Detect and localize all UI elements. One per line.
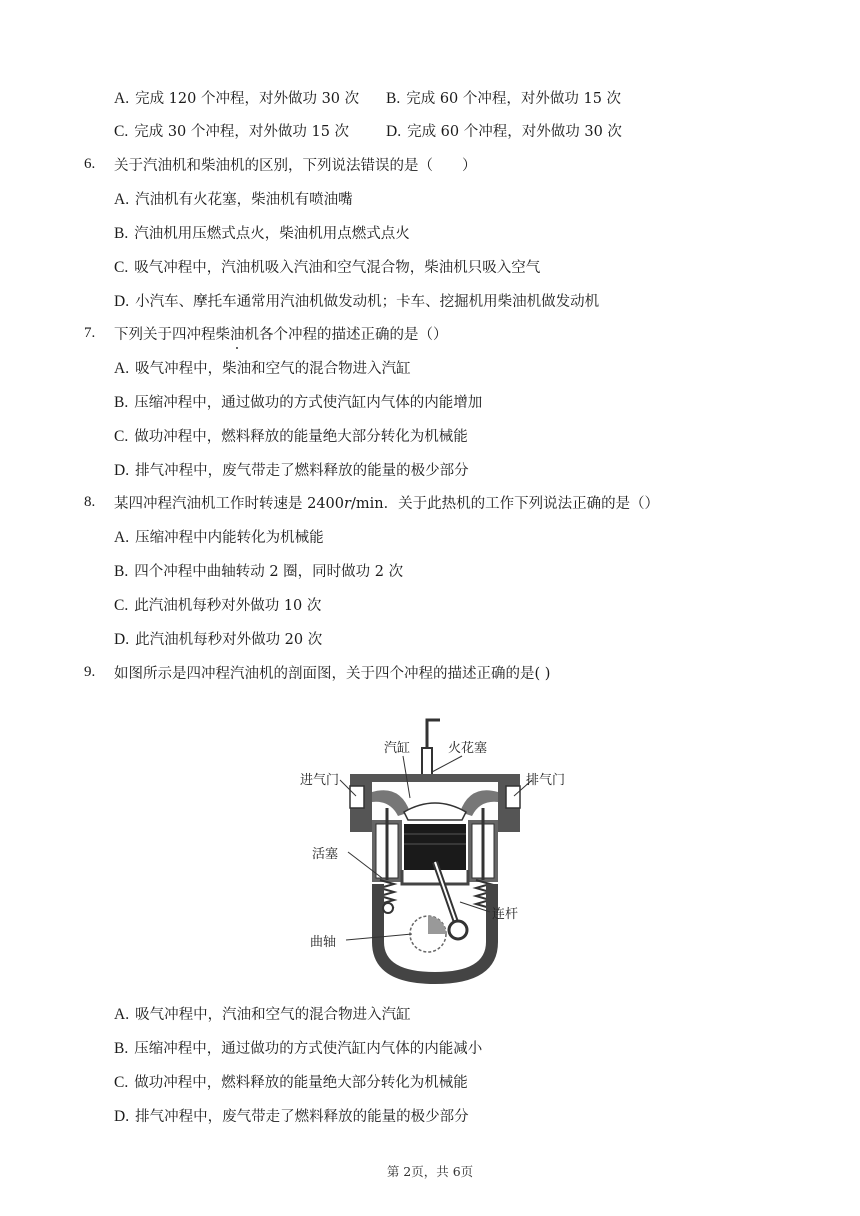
option-text: 吸气冲程中，汽油机吸入汽油和空气混合物，柴油机只吸入空气 xyxy=(134,260,541,276)
stem-text: 各个冲程的描述正确的是（） xyxy=(259,327,448,343)
emphasis-text: 柴油机 xyxy=(215,327,259,343)
crank-counterweight xyxy=(428,916,446,934)
option-text: 做功冲程中，燃料释放的能量绝大部分转化为机械能 xyxy=(134,1075,468,1091)
leader-line xyxy=(432,756,462,772)
q7-option-a xyxy=(114,359,411,379)
q6-option-a xyxy=(114,190,353,210)
q6-stem: 关于汽油机和柴油机的区别，下列说法错误的是（ ） xyxy=(114,158,477,174)
exhaust-port xyxy=(506,786,520,808)
option-text: 小汽车、摩托车通常用汽油机做发动机；卡车、挖掘机用柴油机做发动机 xyxy=(135,294,600,310)
label-cylinder: 汽缸 xyxy=(384,741,411,756)
option-text: 汽油机用压燃式点火，柴油机用点燃式点火 xyxy=(134,226,410,242)
option-text: 此汽油机每秒对外做功 10 次 xyxy=(134,598,322,614)
label-spark-plug: 火花塞 xyxy=(448,741,488,756)
spark-plug-icon xyxy=(422,748,432,778)
option-label: C. xyxy=(114,1074,129,1091)
q8-option-b xyxy=(114,562,403,582)
option-text: 吸气冲程中，柴油和空气的混合物进入汽缸 xyxy=(135,361,411,377)
q8-number: 8. xyxy=(84,494,96,510)
option-label: C. xyxy=(114,428,129,445)
q5-option-a xyxy=(114,89,359,109)
option-label: D. xyxy=(114,293,130,310)
option-label: C. xyxy=(114,597,129,614)
unit-symbol: r xyxy=(344,496,351,512)
q7-number: 7. xyxy=(84,325,96,341)
label-exhaust-valve: 排气门 xyxy=(526,773,566,788)
q7-option-c xyxy=(114,427,468,447)
q9-stem: 如图所示是四冲程汽油机的剖面图，关于四个冲程的描述正确的是( ) xyxy=(114,666,551,682)
q8-option-d xyxy=(114,630,322,650)
page-footer: 第 2页，共 6页 xyxy=(386,1164,474,1179)
q6-number: 6. xyxy=(84,156,96,172)
q6-option-c xyxy=(114,258,540,278)
combustion-chamber xyxy=(404,803,466,820)
q8-stem xyxy=(114,494,659,514)
q7-option-b xyxy=(114,393,482,413)
option-label: A. xyxy=(114,191,130,208)
q5-option-b xyxy=(386,89,621,109)
option-label: A. xyxy=(114,1006,130,1023)
option-text: 完成 120 个冲程，对外做功 30 次 xyxy=(135,91,360,107)
option-label: D. xyxy=(386,123,402,140)
label-crankshaft: 曲轴 xyxy=(310,935,337,950)
option-label: A. xyxy=(114,360,130,377)
label-intake-valve: 进气门 xyxy=(300,773,340,788)
option-text: 做功冲程中，燃料释放的能量绝大部分转化为机械能 xyxy=(134,429,468,445)
engine-cross-section-diagram xyxy=(300,712,570,997)
q8-option-c xyxy=(114,596,321,616)
spark-plug-wire xyxy=(427,720,440,750)
q5-option-d xyxy=(386,122,622,142)
label-piston: 活塞 xyxy=(312,847,339,862)
stem-text: 下列关于四冲程 xyxy=(114,327,216,343)
stem-text: /min．关于此热机的工作下列说法正确的是（） xyxy=(350,496,660,512)
q5-option-c xyxy=(114,122,349,142)
option-text: 完成 60 个冲程，对外做功 30 次 xyxy=(407,124,622,140)
option-label: A. xyxy=(114,90,130,107)
q9-option-c xyxy=(114,1073,468,1093)
q8-option-a xyxy=(114,528,324,548)
option-label: D. xyxy=(114,462,130,479)
q6-option-b xyxy=(114,224,410,244)
q7-stem xyxy=(114,325,448,345)
cylinder-liner xyxy=(402,870,468,884)
option-text: 完成 30 个冲程，对外做功 15 次 xyxy=(134,124,350,140)
stem-text: 某四冲程汽油机工作时转速是 2400 xyxy=(114,496,345,512)
option-label: B. xyxy=(386,90,401,107)
q9-number: 9. xyxy=(84,664,96,680)
option-label: A. xyxy=(114,529,130,546)
option-label: B. xyxy=(114,1040,129,1057)
option-label: B. xyxy=(114,563,129,580)
connecting-rod-highlight xyxy=(435,862,458,928)
q6-option-d xyxy=(114,292,599,312)
q9-option-a xyxy=(114,1005,411,1025)
option-label: B. xyxy=(114,394,129,411)
label-connecting-rod: 连杆 xyxy=(492,907,519,922)
q7-option-d xyxy=(114,461,469,481)
option-text: 四个冲程中曲轴转动 2 圈，同时做功 2 次 xyxy=(134,564,404,580)
intake-port xyxy=(350,786,364,808)
option-label: B. xyxy=(114,225,129,242)
crank-pin xyxy=(449,921,467,939)
option-text: 吸气冲程中，汽油和空气的混合物进入汽缸 xyxy=(135,1007,411,1023)
crankcase-hole xyxy=(383,903,393,913)
option-text: 压缩冲程中内能转化为机械能 xyxy=(135,530,324,546)
option-label: D. xyxy=(114,631,130,648)
q9-option-d xyxy=(114,1107,469,1127)
option-text: 汽油机有火花塞，柴油机有喷油嘴 xyxy=(135,192,353,208)
option-text: 完成 60 个冲程，对外做功 15 次 xyxy=(406,91,622,107)
option-label: D. xyxy=(114,1108,130,1125)
q9-option-b xyxy=(114,1039,482,1059)
option-label: C. xyxy=(114,123,129,140)
option-text: 排气冲程中，废气带走了燃料释放的能量的极少部分 xyxy=(135,463,469,479)
option-text: 排气冲程中，废气带走了燃料释放的能量的极少部分 xyxy=(135,1109,469,1125)
option-text: 此汽油机每秒对外做功 20 次 xyxy=(135,632,323,648)
option-text: 压缩冲程中，通过做功的方式使汽缸内气体的内能增加 xyxy=(134,395,483,411)
option-label: C. xyxy=(114,259,129,276)
option-text: 压缩冲程中，通过做功的方式使汽缸内气体的内能减小 xyxy=(134,1041,483,1057)
